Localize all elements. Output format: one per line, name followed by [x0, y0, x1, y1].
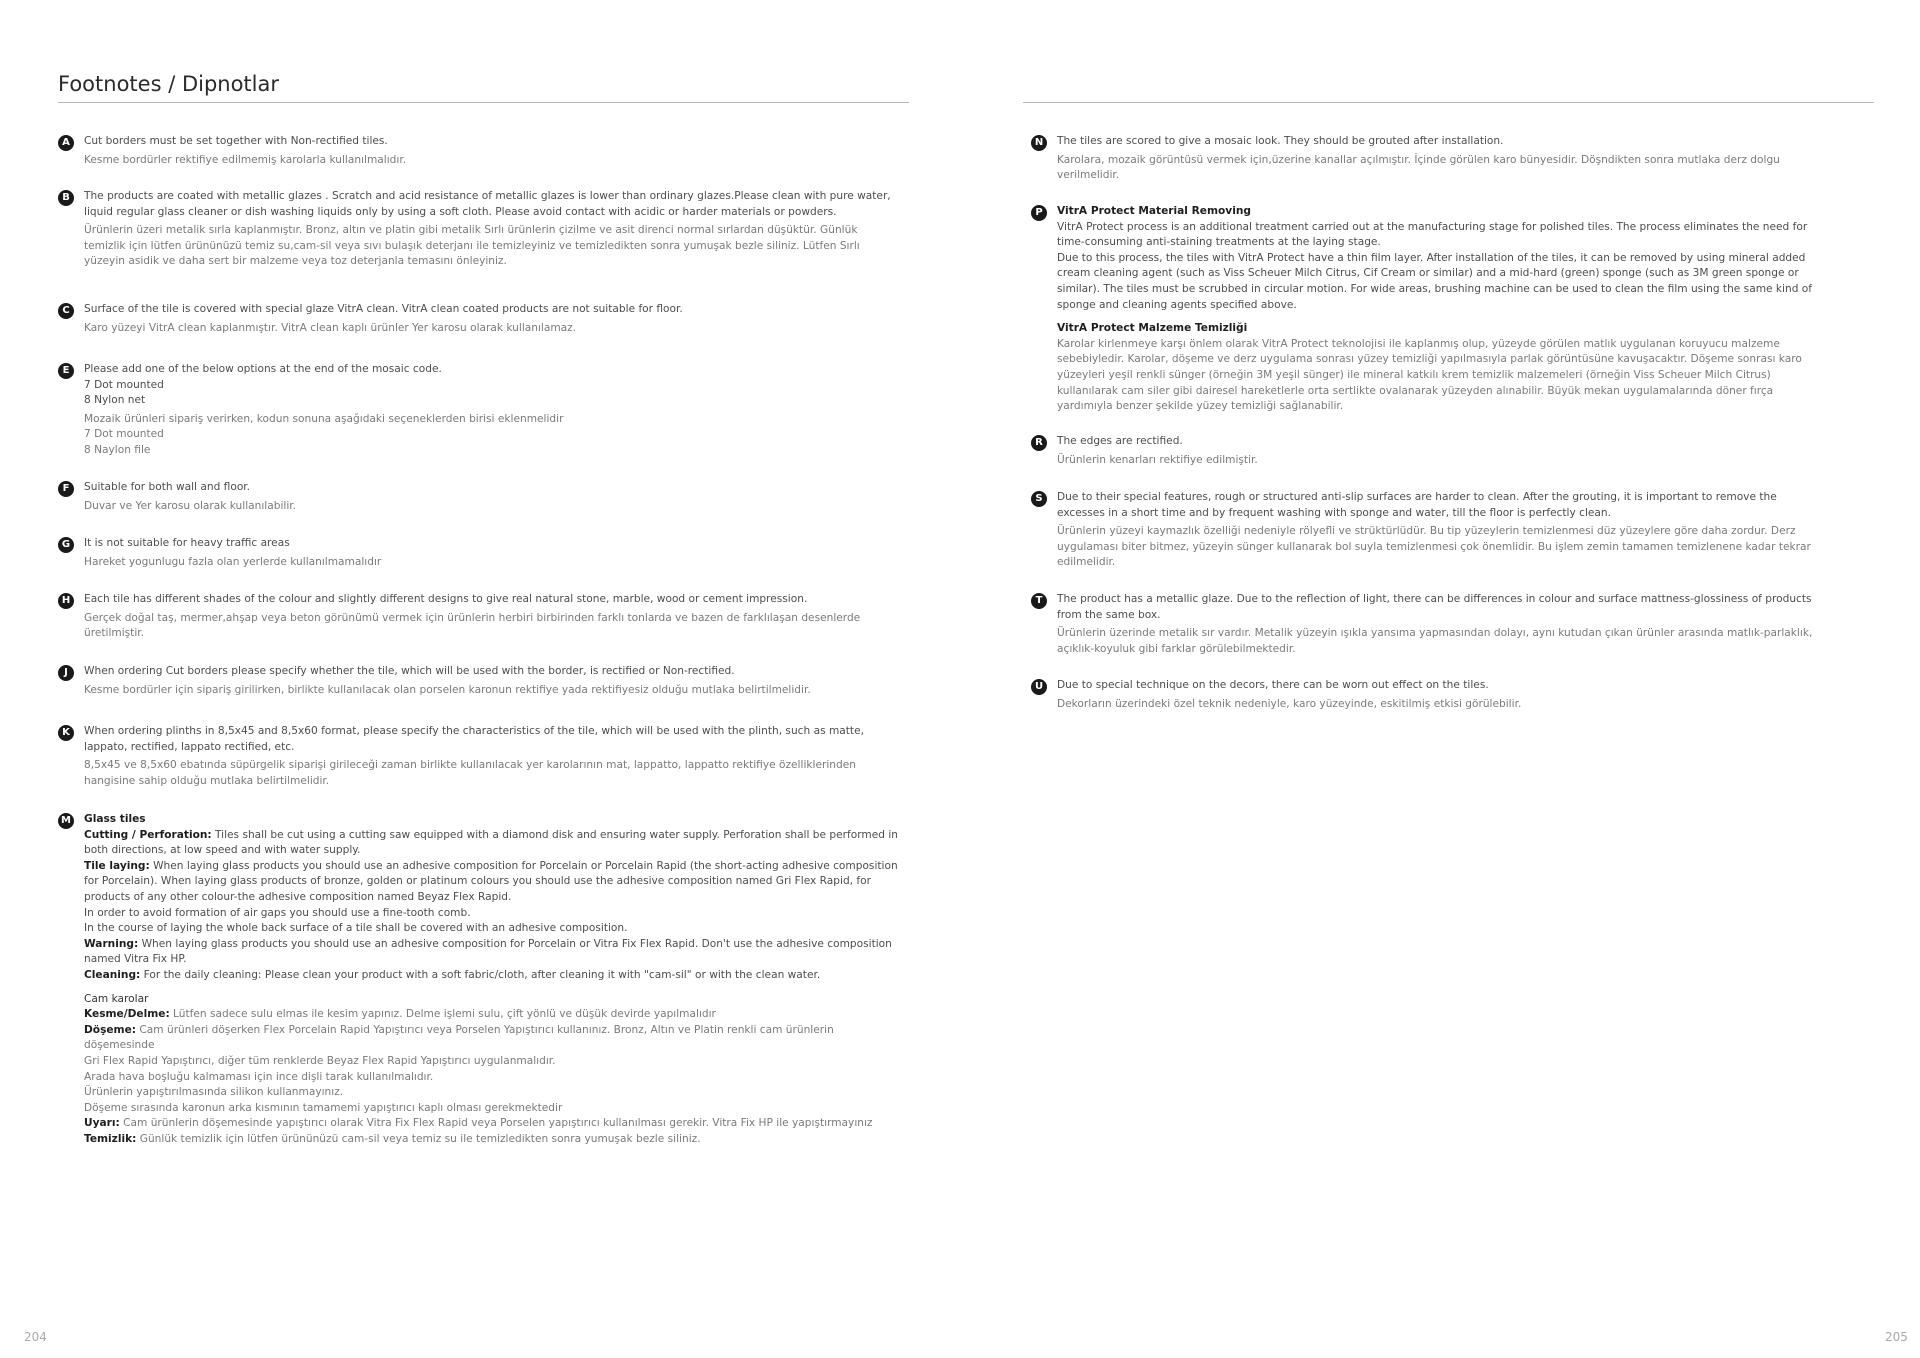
- note-e: [58, 362, 898, 459]
- page-number-left: 204: [24, 1330, 47, 1344]
- note-m-heading: Glass tiles: [84, 813, 146, 825]
- note-m-tr-clean-label: Temizlik:: [84, 1132, 137, 1145]
- note-p-en2: Due to this process, the tiles with VitrA Protect have a thin film layer. After installation of the tiles, it can be removed by using mineral added cream cleaning agent (such as Viss Scheuer Milch Citrus, Cif Cream or similar) and a mid-hard (green) sponge (such as 3M green sponge or similar). The tiles must be scrubbed in circular motion. For wide areas, brushing machine can be used to clean the film using the same kind of sponge and cleaning agents specified above.: [1057, 251, 1812, 311]
- note-j: [58, 664, 898, 698]
- note-e-en-opt1: 7 Dot mounted: [84, 378, 164, 391]
- note-h-tr: Gerçek doğal taş, mermer,ahşap veya beton görünümü vermek için ürünlerin herbiri birbirinden farklı tonlarda ve bazen de farklılaşan desenlerde üretilmiştir.: [84, 611, 861, 640]
- note-t-en: The product has a metallic glaze. Due to the reflection of light, there can be differences in colour and surface mattness-glossiness of products from the same box.: [1057, 593, 1812, 621]
- note-e-tr-opt1: 7 Dot mounted: [84, 428, 164, 441]
- note-c-tr: Karo yüzeyi VitrA clean kaplanmıştır. VitrA clean kaplı ürünler Yer karosu olarak kullanılamaz.: [84, 321, 577, 334]
- note-badge-g: G: [58, 537, 74, 553]
- note-m-clean-label: Cleaning:: [84, 968, 141, 981]
- note-g-en: It is not suitable for heavy traffic areas: [84, 537, 290, 549]
- note-m-tr-cut-label: Kesme/Delme:: [84, 1008, 170, 1021]
- note-badge-k: K: [58, 725, 74, 741]
- note-m-tr-warn-label: Uyarı:: [84, 1117, 120, 1130]
- note-m-tr-cut-text: Lütfen sadece sulu elmas ile kesim yapınız. Delme işlemi sulu, çift yönlü ve düşük devirde yapılmalıdır: [169, 1008, 716, 1021]
- note-g: [58, 536, 898, 570]
- note-a-en: Cut borders must be set together with Non-rectified tiles.: [84, 135, 388, 147]
- note-h-en: Each tile has different shades of the colour and slightly different designs to give real natural stone, marble, wood or cement impression.: [84, 593, 808, 605]
- note-m-warn-text: When laying glass products you should use an adhesive composition for Porcelain or Vitra Fix Flex Rapid. Don't use the adhesive composition named Vitra Fix HP.: [84, 937, 892, 966]
- note-badge-f: F: [58, 481, 74, 497]
- note-p-heading: VitrA Protect Material Removing: [1057, 205, 1251, 217]
- note-e-tr: Mozaik ürünleri sipariş verirken, kodun sonuna aşağıdaki seçeneklerden birisi eklenmelidir: [84, 412, 564, 425]
- page-number-right: 205: [1885, 1330, 1908, 1344]
- note-j-tr: Kesme bordürler için sipariş girilirken, birlikte kullanılacak olan porselen karonun rektifiye yada rektifiyesiz olduğu mutlaka belirtilmelidir.: [84, 683, 811, 696]
- note-u: [1031, 678, 1821, 712]
- note-s-en: Due to their special features, rough or structured anti-slip surfaces are harder to clean. After the grouting, it is important to remove the excesses in a short time and by frequent washing with sponge and water, till the floor is perfectly clean.: [1057, 491, 1777, 519]
- note-badge-c: C: [58, 303, 74, 319]
- note-f: [58, 480, 898, 514]
- note-m: [58, 812, 898, 1147]
- note-m-air: In order to avoid formation of air gaps you should use a fine-tooth comb.: [84, 906, 471, 919]
- note-r-tr: Ürünlerin kenarları rektifiye edilmiştir.: [1057, 453, 1258, 466]
- note-m-tr-clean-text: Günlük temizlik için lütfen ürününüzü cam-sil veya temiz su ile temizledikten sonra yumuşak bezle siliniz.: [136, 1132, 701, 1145]
- note-m-cut-label: Cutting / Perforation:: [84, 828, 212, 841]
- note-n: [1031, 134, 1821, 184]
- note-badge-b: B: [58, 190, 74, 206]
- note-p: [1031, 204, 1821, 415]
- note-a-tr: Kesme bordürler rektifiye edilmemiş karolarla kullanılmalıdır.: [84, 153, 407, 166]
- right-page: [960, 0, 1920, 1358]
- note-badge-j: J: [58, 665, 74, 681]
- note-b-en: The products are coated with metallic glazes . Scratch and acid resistance of metallic glazes is lower than ordinary glazes.Please clean with pure water, liquid regular glass cleaner or dish washing liquids only by using a soft cloth. Please avoid contact with acidic or harder materials or powders.: [84, 190, 891, 218]
- note-badge-s: S: [1031, 491, 1047, 507]
- note-c: [58, 302, 898, 336]
- note-m-tr-line1: Gri Flex Rapid Yapıştırıcı, diğer tüm renklerde Beyaz Flex Rapid Yapıştırıcı uygulanmalıdır.: [84, 1054, 556, 1067]
- note-u-tr: Dekorların üzerindeki özel teknik nedeniyle, karo yüzeyinde, eskitilmiş etkisi görülebilir.: [1057, 697, 1522, 710]
- note-e-en-opt2: 8 Nylon net: [84, 394, 146, 407]
- note-m-clean-text: For the daily cleaning: Please clean your product with a soft fabric/cloth, after cleaning it with "cam-sil" or with the clean water.: [140, 968, 821, 981]
- note-m-tr-line3: Ürünlerin yapıştırılmasında silikon kullanmayınız.: [84, 1086, 344, 1099]
- note-e-en: Please add one of the below options at the end of the mosaic code.: [84, 363, 442, 375]
- note-f-en: Suitable for both wall and floor.: [84, 481, 251, 493]
- note-m-tr-line4: Döşeme sırasında karonun arka kısmının tamamemi yapıştırıcı kaplı olması gerekmektedir: [84, 1101, 563, 1114]
- note-m-tr-lay-label: Döşeme:: [84, 1023, 137, 1036]
- note-badge-p: P: [1031, 205, 1047, 221]
- note-f-tr: Duvar ve Yer karosu olarak kullanılabilir.: [84, 499, 297, 512]
- note-p-en1: VitrA Protect process is an additional treatment carried out at the manufacturing stage for polished tiles. The process eliminates the need for time-consuming anti-staining treatments at the laying stage.: [1057, 220, 1808, 249]
- note-r: [1031, 434, 1821, 468]
- note-t: [1031, 592, 1821, 657]
- note-h: [58, 592, 898, 642]
- note-u-en: Due to special technique on the decors, there can be worn out effect on the tiles.: [1057, 679, 1489, 691]
- note-m-lay-label: Tile laying:: [84, 859, 150, 872]
- note-n-tr: Karolara, mozaik görüntüsü vermek için,üzerine kanallar açılmıştır. İçinde görülen karo bünyesidir. Döşndikten sonra mutlaka derz dolgu verilmelidir.: [1057, 153, 1780, 182]
- note-t-tr: Ürünlerin üzerinde metalik sır vardır. Metalik yüzeyin ışıkla yansıma yapmasından dolayı, aynı kutudan çıkan ürünler arasında matlık-parlaklık, açıklık-koyuluk gibi farklar görülebilmektedir.: [1057, 627, 1813, 655]
- note-k: [58, 724, 898, 789]
- note-a: [58, 134, 898, 168]
- note-m-back: In the course of laying the whole back surface of a tile shall be covered with an adhesive composition.: [84, 922, 628, 935]
- note-g-tr: Hareket yogunlugu fazla olan yerlerde kullanılmamalıdır: [84, 555, 382, 568]
- note-s-tr: Ürünlerin yüzeyi kaymazlık özelliği nedeniyle rölyefli ve strüktürlüdür. Bu tip yüzeylerin temizlenmesi düz yüzeylere göre daha zordur. Derz uygulaması biter bitmez, yüzeyin sünger kullanarak bol suyla temizlenmesi çok önemlidir. Bu işlem zemin tamamen temizlenene kadar tekrar edilmelidir.: [1057, 525, 1811, 569]
- note-badge-n: N: [1031, 135, 1047, 151]
- note-badge-r: R: [1031, 435, 1047, 451]
- note-badge-a: A: [58, 135, 74, 151]
- note-b-tr: Ürünlerin üzeri metalik sırla kaplanmıştır. Bronz, altın ve platin gibi metalik Sırlı ürünlerin çizilme ve asit direnci normal sırlardan düşüktür. Günlük temizlik için lütfen ürününüzü temiz su,cam-sil veya sıvı bulaşık deterjanı ile temizleyiniz ve temizledikten sonra yumuşak bezle siliniz. Lütfen Sırlı yüzeyin asidik ve daha sert bir malzeme veya toz deterjanla temasını önleyiniz.: [84, 224, 860, 268]
- note-m-tr-line2: Arada hava boşluğu kalmaması için ince dişli tarak kullanılmalıdır.: [84, 1070, 434, 1083]
- note-c-en: Surface of the tile is covered with special glaze VitrA clean. VitrA clean coated products are not suitable for floor.: [84, 303, 683, 315]
- note-s: [1031, 490, 1821, 571]
- note-j-en: When ordering Cut borders please specify whether the tile, which will be used with the border, is rectified or Non-rectified.: [84, 665, 735, 677]
- note-r-en: The edges are rectified.: [1057, 435, 1183, 447]
- note-m-warn-label: Warning:: [84, 937, 139, 950]
- note-p-tr: Karolar kirlenmeye karşı önlem olarak VitrA Protect teknolojisi ile kaplanmış olup, yüzeyde görülen matlık uygulanan koruyucu malzeme sebebiyledir. Karolar, döşeme ve derz uygulama sonrası yüzey temizliği yapılmasıyla parlak görüntüsüne kavuşacaktır. Döşeme sonrası karo yüzeyleri yeşil renkli sünger (örneğin 3M yeşil sünger) ile mineral katkılı krem temizlik malzemeleri (örneğin Viss Scheuer Milch Citrus) kullanılarak cam siler gibi dairesel hareketlerle orta sertlikte ovalanarak yüzeyden alınabilir. Büyük mekan uygulamalarında döner fırça yardımıyla benzer şekilde yüzey temizliği sağlanabilir.: [1057, 337, 1802, 413]
- note-badge-u: U: [1031, 679, 1047, 695]
- note-b: [58, 189, 898, 270]
- title-rule-right: [1023, 102, 1874, 103]
- note-badge-e: E: [58, 363, 74, 379]
- note-badge-h: H: [58, 593, 74, 609]
- note-n-en: The tiles are scored to give a mosaic look. They should be grouted after installation.: [1057, 135, 1504, 147]
- note-k-en: When ordering plinths in 8,5x45 and 8,5x60 format, please specify the characteristics of the tile, which will be used with the plinth, such as matte, lappato, rectified, lappato rectified, etc.: [84, 725, 864, 753]
- note-k-tr: 8,5x45 ve 8,5x60 ebatında süpürgelik siparişi girileceği zaman birlikte kullanılacak yer karolarının mat, lappatto, lappatto rektifiye özelliklerinden hangisine sahip olduğu mutlaka belirtilmelidir.: [84, 759, 856, 787]
- note-e-tr-opt2: 8 Naylon file: [84, 443, 151, 456]
- note-badge-t: T: [1031, 593, 1047, 609]
- note-m-tr-warn-text: Cam ürünlerin döşemesinde yapıştırıcı olarak Vitra Fix Flex Rapid veya Porselen yapıştırıcı kullanılması gerekir. Vitra Fix HP ile yapıştırmayınız: [119, 1117, 873, 1130]
- note-m-cut-text: Tiles shall be cut using a cutting saw equipped with a diamond disk and ensuring water supply. Perforation shall be performed in both directions, at low speed and with water supply.: [84, 828, 898, 857]
- note-m-tr-lay-text: Cam ürünleri döşerken Flex Porcelain Rapid Yapıştırıcı veya Porselen Yapıştırıcı kullanınız. Bronz, Altın ve Platin renkli cam ürünlerin döşemesinde: [84, 1023, 834, 1052]
- page-title: Footnotes / Dipnotlar: [58, 72, 280, 96]
- note-badge-m: M: [58, 813, 74, 829]
- note-m-lay-text: When laying glass products you should use an adhesive composition for Porcelain or Porcelain Rapid (the short-acting adhesive composition for Porcelain). When laying glass products of bronze, golden or platinum colours you should use the adhesive composition named Gri Flex Rapid, for products of any other colour-the adhesive composition named Beyaz Flex Rapid.: [84, 859, 898, 903]
- note-m-tr-heading: Cam karolar: [84, 992, 149, 1005]
- title-rule: [58, 102, 909, 103]
- note-p-tr-heading: VitrA Protect Malzeme Temizliği: [1057, 322, 1248, 335]
